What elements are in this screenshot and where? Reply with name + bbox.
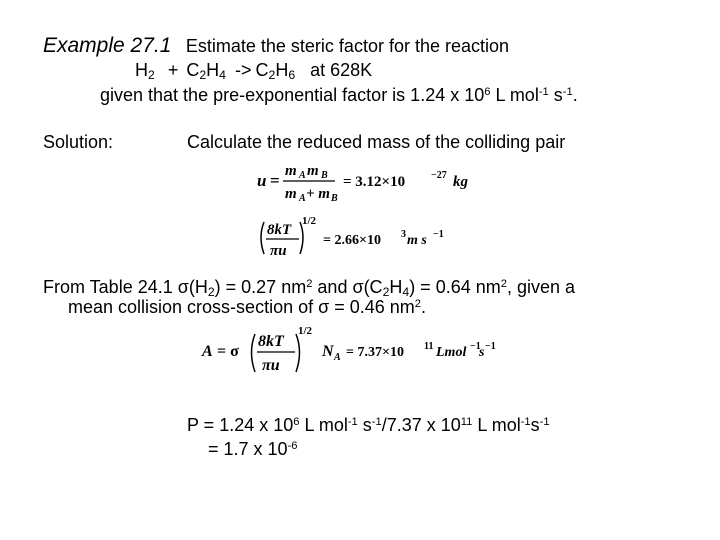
sub: 2 [382, 285, 390, 300]
sup: -1 [538, 85, 549, 98]
period: . [572, 85, 578, 105]
sup: -1 [371, 415, 382, 428]
task-text: Estimate the steric factor for the reaction [185, 36, 510, 56]
title-line [43, 34, 509, 58]
temperature: at 628K [310, 60, 373, 80]
eq-num-m2: m [307, 163, 319, 179]
sup: 11 [460, 415, 473, 428]
eq3-exp: 11 [424, 341, 434, 352]
svg-text:A: A [299, 193, 306, 204]
eq3-unit-exp: −1 [470, 341, 481, 352]
eq3-na: N [322, 343, 334, 360]
equation-mean-speed [255, 212, 445, 262]
text: , given a [506, 277, 575, 297]
reactant-h2: H [206, 60, 220, 80]
eq3-unit2-exp: −1 [485, 341, 496, 352]
eq3-num: 8kT [258, 333, 284, 350]
text: ) = 0.64 nm [409, 277, 501, 297]
eq-num-m: m [285, 163, 297, 179]
eq2-unit: m s [407, 233, 427, 248]
table-line-2 [68, 297, 426, 318]
eq-unit: kg [453, 174, 468, 190]
text: = 1.7 x 10 [208, 439, 288, 459]
text: From Table 24.1 σ(H [43, 277, 208, 297]
sub: 2 [148, 68, 155, 83]
eq2-exp: 3 [401, 229, 406, 240]
sup: 6 [484, 85, 491, 98]
result-line-2 [208, 439, 297, 460]
plus-sign: + [167, 60, 179, 80]
text: mean collision cross-section of σ = 0.46 nm [68, 297, 415, 317]
text: . [420, 297, 426, 317]
equation-preexponential [200, 322, 496, 378]
sup: -1 [347, 415, 358, 428]
eq-lhs: u [257, 171, 267, 190]
eq-value: = 3.12×10 [343, 174, 406, 190]
eq-sub: A [299, 170, 306, 181]
given-line [100, 85, 578, 106]
text: P = 1.24 x 10 [187, 415, 294, 435]
eq-den-m: m [285, 186, 297, 202]
text: /7.37 x 10 [381, 415, 461, 435]
sub: 4 [219, 68, 226, 83]
eq-den-m2: + m [306, 186, 330, 202]
sub: 2 [199, 68, 207, 83]
sub: 2 [268, 68, 276, 83]
sup: 2 [306, 277, 313, 290]
unit: s [548, 85, 563, 105]
solution-text: Calculate the reduced mass of the colliding pair [187, 132, 566, 152]
sup: -1 [539, 415, 550, 428]
eq3-value: = 7.37×10 [346, 345, 404, 360]
solution-label: Solution: [43, 132, 114, 152]
eq3-lhs: A [202, 343, 213, 360]
eq3-unit2: s [479, 345, 485, 360]
eq2-den: πu [270, 243, 287, 259]
eq2-value: = 2.66×10 [323, 233, 381, 248]
equation-reduced-mass [255, 160, 475, 206]
sub: 4 [402, 285, 410, 300]
eq2-power: 1/2 [302, 215, 317, 227]
sup: -6 [287, 439, 298, 452]
text: L mol [299, 415, 348, 435]
text: L mol [472, 415, 521, 435]
text: ) = 0.27 nm [214, 277, 307, 297]
eq3-power: 1/2 [298, 325, 313, 337]
text: s [530, 415, 540, 435]
eq-sub: B [321, 170, 328, 181]
table-line-1 [43, 277, 575, 298]
example-label: Example 27.1 [43, 34, 172, 57]
text: s [357, 415, 372, 435]
eq3-unit: Lmol [436, 345, 467, 360]
sup: 2 [414, 297, 421, 310]
svg-text:B: B [331, 193, 338, 204]
product-h: H [275, 60, 289, 80]
eq-exp: −27 [431, 170, 447, 181]
reactant-h: H [135, 60, 148, 80]
sup: 2 [500, 277, 507, 290]
unit: L mol [490, 85, 539, 105]
given-text: given that the pre-exponential factor is 1.24 x 10 [100, 85, 485, 105]
sub: 2 [207, 285, 215, 300]
text: H [389, 277, 403, 297]
eq2-num: 8kT [267, 222, 292, 238]
eq3-den: πu [262, 357, 280, 374]
result-line-1 [187, 415, 550, 436]
sup: -1 [562, 85, 573, 98]
product-c: C [255, 60, 269, 80]
sup: 6 [293, 415, 300, 428]
sup: -1 [520, 415, 531, 428]
eq3-sigma: = σ [217, 343, 239, 360]
reaction-arrow: -> [234, 60, 252, 80]
sub: 6 [288, 68, 296, 83]
eq2-unit-exp: −1 [433, 229, 444, 240]
eq3-na-sub: A [334, 352, 341, 363]
svg-text:=: = [270, 171, 280, 190]
reaction-line [135, 60, 372, 81]
text: and σ(C [312, 277, 383, 297]
reactant-c: C [186, 60, 200, 80]
